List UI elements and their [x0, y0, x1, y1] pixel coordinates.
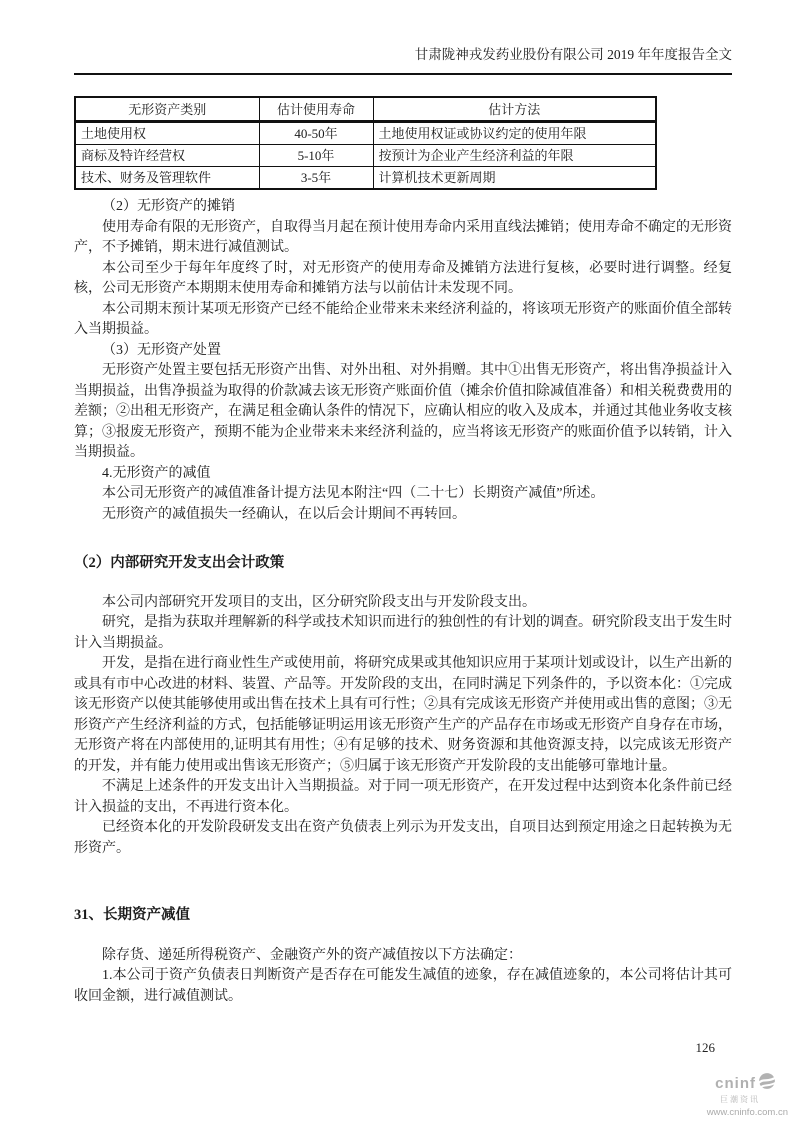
intangible-assets-table [74, 96, 657, 190]
cninfo-url: www.cninfo.com.cn [706, 1107, 788, 1118]
cell-useful-life: 3-5年 [259, 167, 373, 190]
paragraph: 开发，是指在进行商业性生产或使用前，将研究成果或其他知识应用于某项计划或设计，以生产出新的或具有市中心改进的材料、装置、产品等。开发阶段的支出，在同时满足下列条件的，予以资本化：①完成该无形资产以使其能够使用或出售在技术上具有可行性；②具有完成该无形资产并使用或出售的意图；③无形资产产生经济利益的方式，包括能够证明运用该无形资产生产的产品存在市场或无形资产自身存在市场，无形资产将在内部使用的,证明其有用性；④有足够的技术、财务资源和其他资源支持，以完成该无形资产的开发，并有能力使用或出售该无形资产；⑤归属于该无形资产开发阶段的支出能够可靠地计量。 [74, 656, 732, 774]
col-header-useful-life: 估计使用寿命 [259, 97, 373, 122]
cell-method: 土地使用权证或协议约定的使用年限 [373, 122, 656, 145]
cell-method: 计算机技术更新周期 [373, 167, 656, 190]
paragraph: 本公司期末预计某项无形资产已经不能给企业带来未来经济利益的，将该项无形资产的账面价值全部转入当期损益。 [74, 301, 732, 337]
paragraph: 无形资产的减值损失一经确认，在以后会计期间不再转回。 [102, 506, 466, 522]
paragraph: 本公司无形资产的减值准备计提方法见本附注“四（二十七）长期资产减值”所述。 [102, 486, 605, 501]
cell-category: 技术、财务及管理软件 [75, 167, 259, 190]
table-row [75, 122, 656, 145]
cell-useful-life: 40-50年 [259, 122, 373, 145]
paragraph: 已经资本化的开发阶段研发支出在资产负债表上列示为开发支出，自项目达到预定用途之日起转换为无形资产。 [74, 820, 732, 856]
table-header-row [75, 97, 656, 122]
cninfo-brand-text: cninf [715, 1074, 756, 1092]
paragraph: 本公司内部研究开发项目的支出，区分研究阶段支出与开发阶段支出。 [102, 594, 536, 610]
document-body [74, 197, 732, 1007]
cninfo-logo [618, 1072, 788, 1118]
paragraph: 研究，是指为获取并理解新的科学或技术知识而进行的独创性的有计划的调查。研究阶段支出于发生时计入当期损益。 [74, 615, 732, 651]
paragraph: 1.本公司于资产负债表日判断资产是否存在可能发生减值的迹象，存在减值迹象的，本公司将估计其可收回金额，进行减值测试。 [74, 968, 732, 1004]
page-header-title: 甘肃陇神戎发药业股份有限公司 2019 年年度报告全文 [74, 46, 732, 75]
paragraph: 无形资产处置主要包括无形资产出售、对外出租、对外捐赠。其中①出售无形资产，将出售净损益计入当期损益，出售净损益为取得的价款减去该无形资产账面价值（摊余价值扣除减值准备）和相关税费费用的差额；②出租无形资产，在满足租金确认条件的情况下，应确认相应的收入及成本，并通过其他业务收支核算；③报废无形资产，预期不能为企业带来未来经济利益的，应当将该无形资产的账面价值予以转销，计入当期损益。 [74, 363, 732, 460]
cell-method: 按预计为企业产生经济利益的年限 [373, 145, 656, 167]
subtitle-amortization: （2）无形资产的摊销 [102, 199, 235, 214]
cninfo-swirl-icon [758, 1072, 776, 1094]
cninfo-caption: 巨潮资讯 [720, 1095, 760, 1104]
table-row [75, 167, 656, 190]
paragraph: 除存货、递延所得税资产、金融资产外的资产减值按以下方法确定： [102, 947, 522, 963]
paragraph: 本公司至少于每年年度终了时，对无形资产的使用寿命及摊销方法进行复核，必要时进行调整。经复核，公司无形资产本期期末使用寿命和摊销方法与以前估计未发现不同。 [74, 260, 732, 296]
table-row [75, 145, 656, 167]
col-header-category: 无形资产类别 [75, 97, 259, 122]
cell-category: 商标及特许经营权 [75, 145, 259, 167]
cell-useful-life: 5-10年 [259, 145, 373, 167]
paragraph: 不满足上述条件的开发支出计入当期损益。对于同一项无形资产，在开发过程中达到资本化条件前已经计入损益的支出，不再进行资本化。 [74, 779, 732, 815]
page-number: 126 [695, 1040, 715, 1055]
paragraph: 使用寿命有限的无形资产，自取得当月起在预计使用寿命内采用直线法摊销；使用寿命不确定的无形资产，不予摊销，期末进行减值测试。 [74, 219, 732, 255]
cell-category: 土地使用权 [75, 122, 259, 145]
subtitle-impairment-intangibles: 4.无形资产的减值 [102, 465, 211, 481]
section-heading-long-term-impairment: 31、长期资产减值 [74, 907, 190, 923]
section-heading-rd-policy: （2）内部研究开发支出会计政策 [74, 555, 285, 571]
subtitle-disposal: （3）无形资产处置 [102, 342, 221, 358]
col-header-estimate-method: 估计方法 [373, 97, 656, 122]
